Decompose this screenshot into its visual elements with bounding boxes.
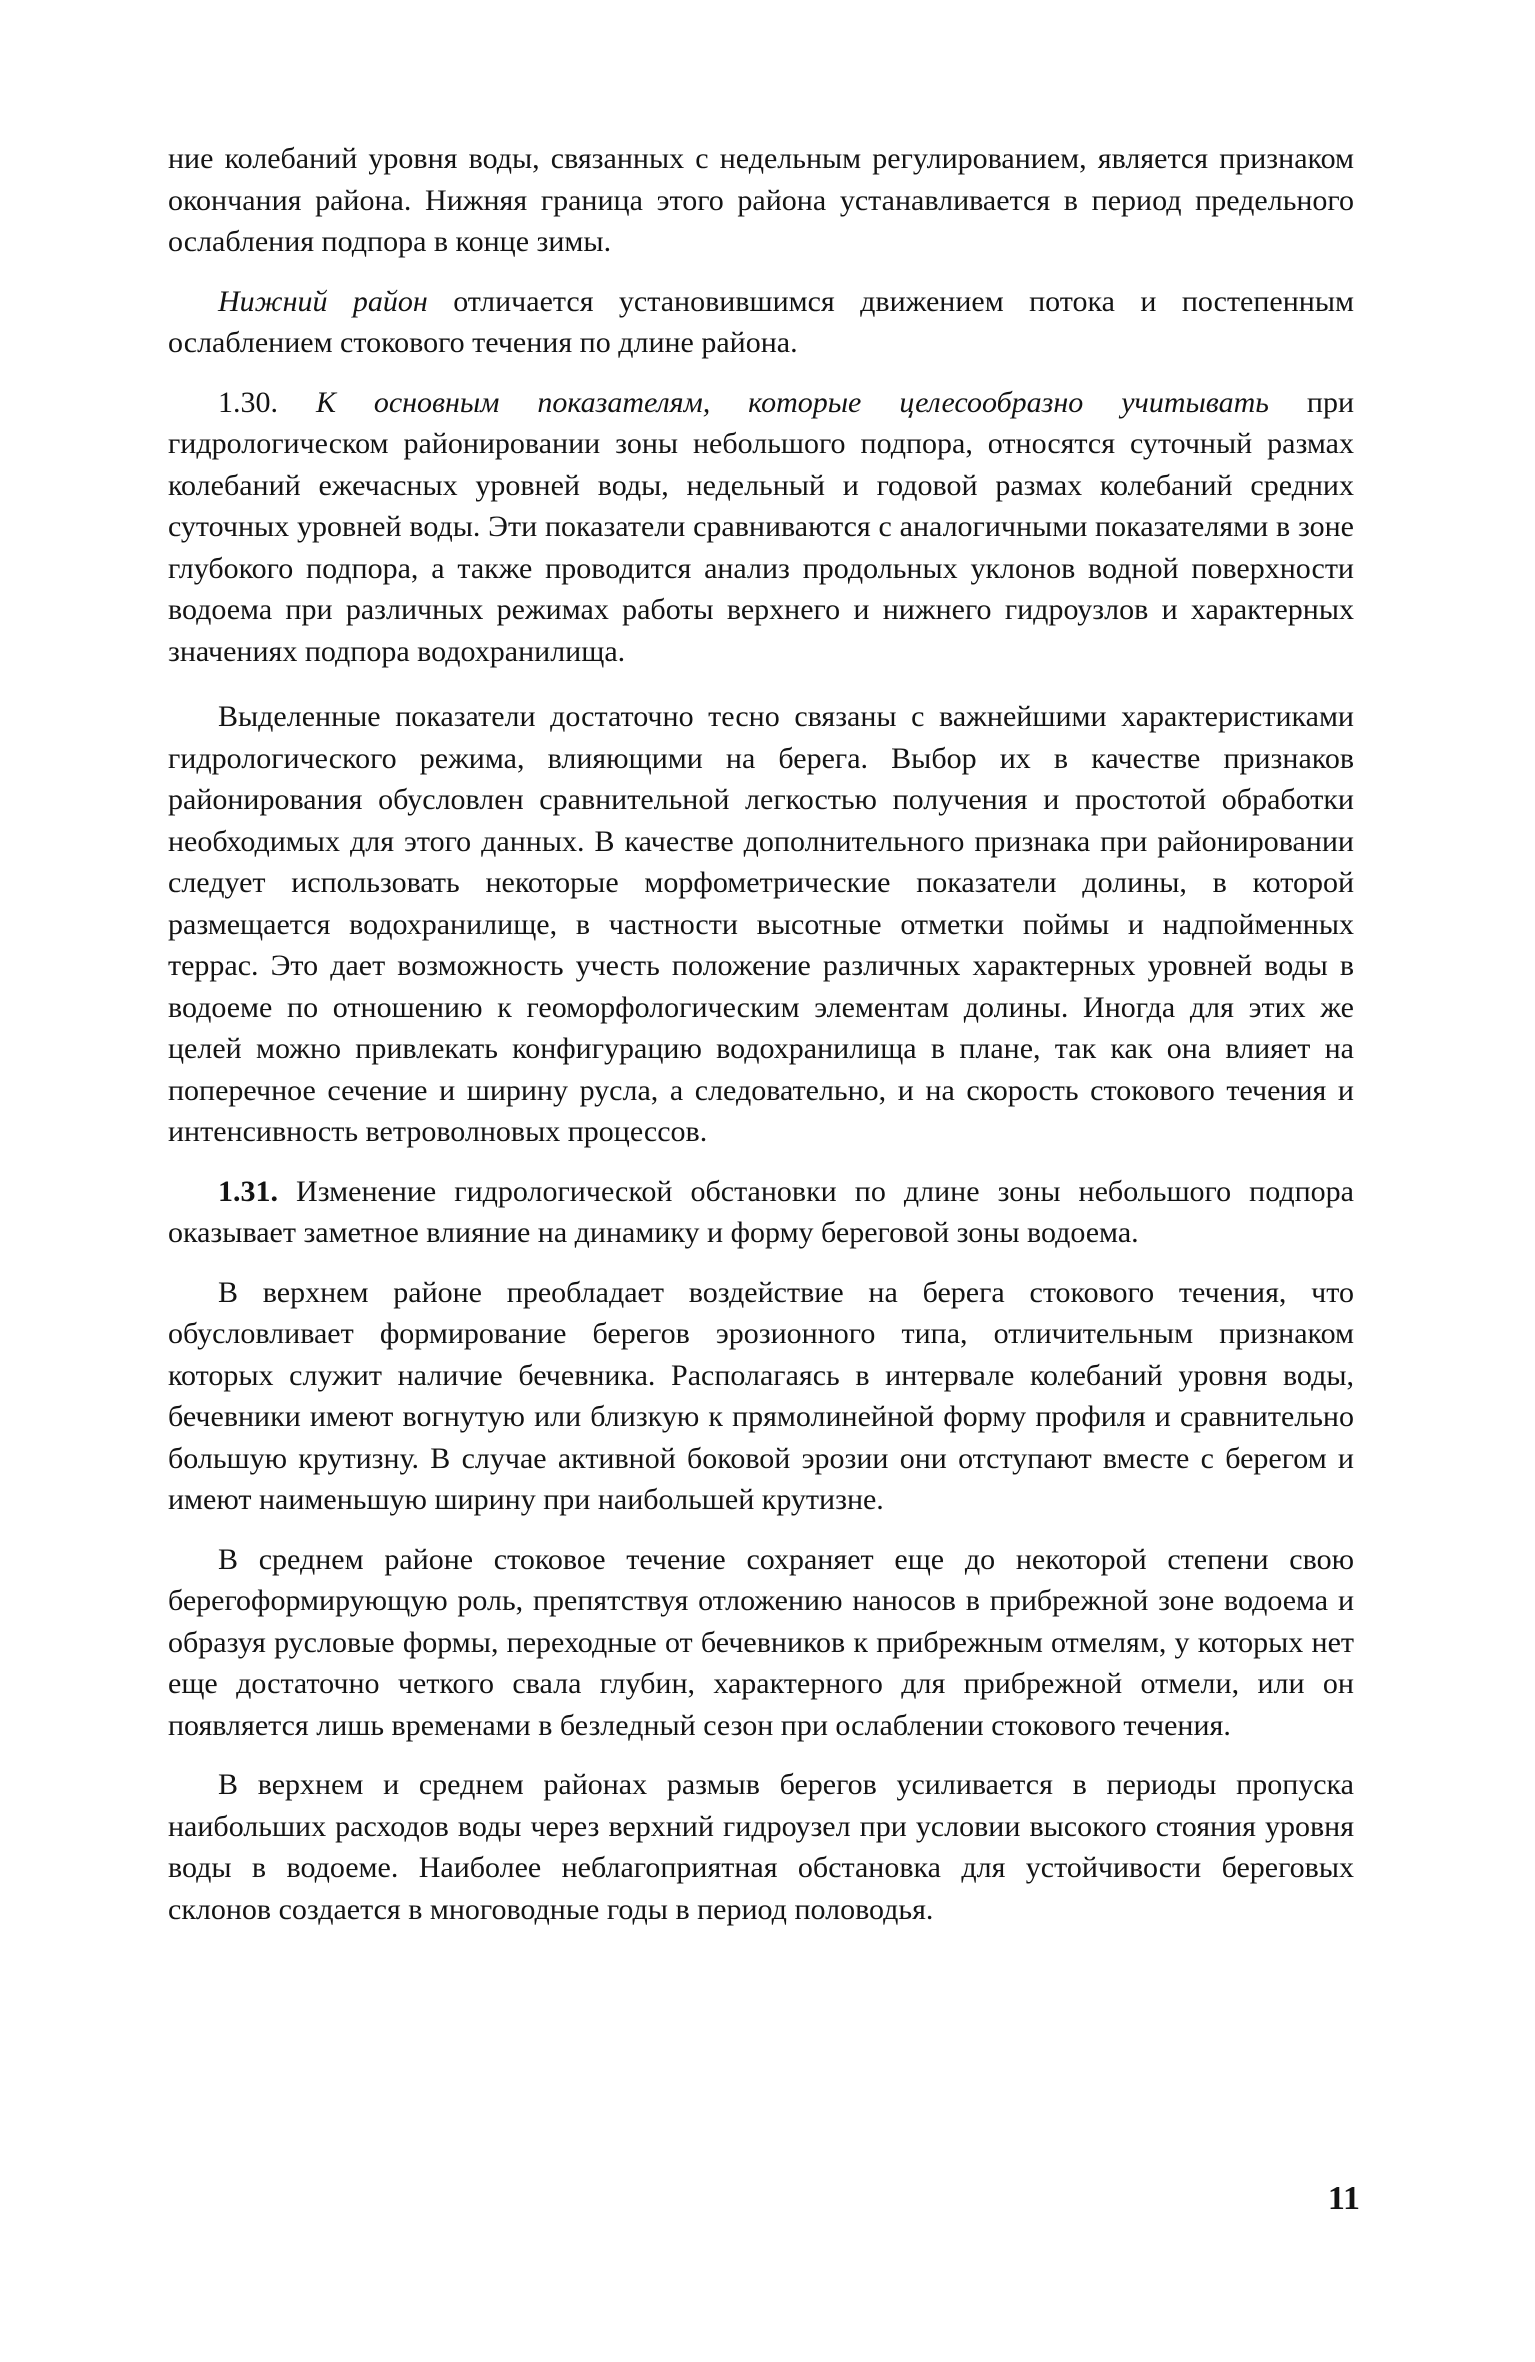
section-number-1-30: 1.30. <box>218 385 278 419</box>
paragraph-1-30 <box>168 382 1354 673</box>
paragraph-continuation: ние колебаний уровня воды, связанных с недельным регулированием, является признаком окончания района. Нижняя граница этого района устанавливается в период предельного ослабления подпора в конце зимы. <box>168 142 1354 258</box>
paragraph-indicators: Выделенные показатели достаточно тесно связаны с важнейшими характеристиками гидрологического режима, влияющими на берега. Выбор их в качестве признаков районирования обусловлен сравнительной легкостью получения и простотой обработки необходимых для этого данных. В качестве дополнительного признака при районировании следует использовать некоторые морфометрические показатели долины, в которой размещается водохранилище, в частности высотные отметки поймы и надпойменных террас. Это дает возможность учесть положение различных характерных уровней воды в водоеме по отношению к геоморфологическим элементам долины. Иногда для этих же целей можно привлекать конфигурацию водохранилища в плане, так как она влияет на поперечное сечение и ширину русла, а следовательно, и на скорость стокового течения и интенсивность ветроволновых процессов. <box>168 700 1354 1148</box>
paragraph-1-30-lead: К основным показателям, которые целесообразно учитывать <box>278 385 1269 419</box>
paragraph-upper-region: В верхнем районе преобладает воздействие на берега стокового течения, что обусловливает формирование берегов эрозионного типа, отличительным признаком которых служит наличие бечевника. Располагаясь в интервале колебаний уровня воды, бечевники имеют вогнутую или близкую к прямолинейной форму профиля и сравнительно большую крутизну. В случае активной боковой эрозии они отступают вместе с берегом и имеют наименьшую ширину при наибольшей крутизне. <box>168 1275 1354 1516</box>
page-body <box>168 138 1354 1930</box>
page-number: 11 <box>1327 2180 1360 2217</box>
paragraph-middle-region: В среднем районе стоковое течение сохраняет еще до некоторой степени свою берегоформирующую роль, препятствуя отложению наносов в прибрежной зоне водоема и образуя русловые формы, переходные от бечевников к прибрежным отмелям, у которых нет еще достаточно четкого свала глубин, характерного для прибрежной отмели, или он появляется лишь временами в безледный сезон при ослаблении стокового течения. <box>168 1542 1354 1742</box>
term-lower-region: Нижний район <box>218 284 428 318</box>
paragraph-erosion: В верхнем и среднем районах размыв берегов усиливается в периоды пропуска наибольших расходов воды через верхний гидроузел при условии высокого стояния уровня воды в водоеме. Наиболее неблагоприятная обстановка для устойчивости береговых склонов создается в многоводные годы в период половодья. <box>168 1768 1354 1926</box>
paragraph-1-30-text: при гидрологическом районировании зоны небольшого подпора, относятся суточный размах колебаний ежечасных уровней воды, недельный и годовой размах колебаний средних суточных уровней воды. Эти показатели сравниваются с аналогичными показателями в зоне глубокого подпора, а также проводится анализ продольных уклонов водной поверхности водоема при различных режимах работы верхнего и нижнего гидроузлов и характерных значениях подпора водохранилища. <box>168 385 1354 668</box>
paragraph-1-31 <box>168 1171 1354 1254</box>
section-number-1-31: 1.31. <box>218 1174 278 1208</box>
paragraph-1-31-text: Изменение гидрологической обстановки по длине зоны небольшого подпора оказывает заметное влияние на динамику и форму береговой зоны водоема. <box>168 1174 1354 1249</box>
paragraph-lower-region-text: отличается установившимся движением потока и постепенным ослаблением стокового течения по длине района. <box>168 284 1354 359</box>
paragraph-lower-region <box>168 281 1354 364</box>
